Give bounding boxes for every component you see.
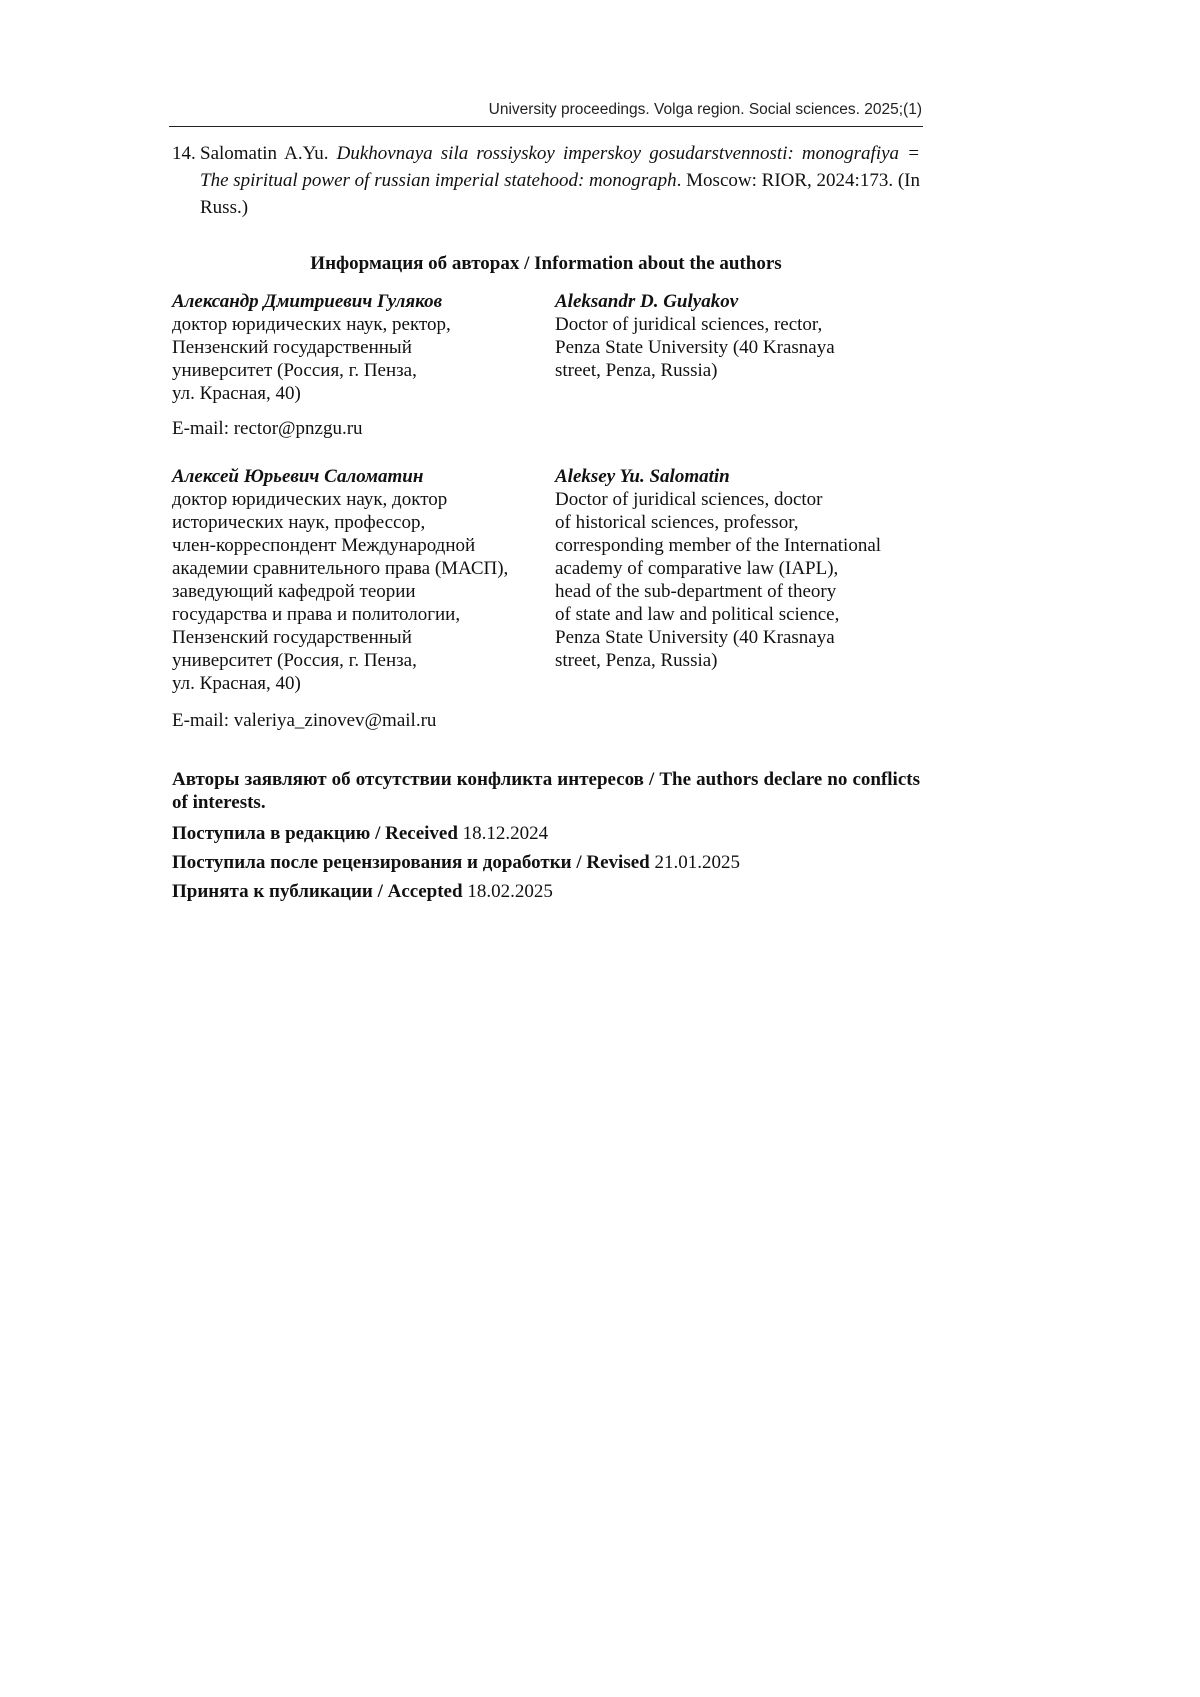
- author-2-email: E-mail: valeriya_zinovev@mail.ru: [172, 710, 437, 731]
- author-2-ru-line: доктор юридических наук, доктор: [172, 489, 448, 510]
- author-1-en-line: Penza State University (40 Krasnaya: [555, 337, 835, 358]
- author-1-ru-line: университет (Россия, г. Пенза,: [172, 360, 417, 381]
- reference-body: [200, 140, 920, 221]
- author-2-en-line: head of the sub-department of theory: [555, 581, 837, 602]
- reference-title: Dukhovnaya sila rossiyskoy imperskoy gosudarstvennosti: monografiya = The spiritual power of russian imperial statehood: monograph: [200, 143, 920, 191]
- author-2-ru: [172, 465, 547, 695]
- author-2-ru-line: университет (Россия, г. Пенза,: [172, 650, 417, 671]
- author-2-ru-line: член-корреспондент Международной: [172, 535, 476, 556]
- author-2-name-en: Aleksey Yu. Salomatin: [555, 466, 730, 487]
- accepted-date: 18.02.2025: [467, 881, 553, 902]
- revised-line: [172, 852, 740, 874]
- author-2-en-line: street, Penza, Russia): [555, 650, 718, 671]
- author-2-en-line: academy of comparative law (IAPL),: [555, 558, 839, 579]
- author-2-en-line: of state and law and political science,: [555, 604, 840, 625]
- received-label: Поступила в редакцию / Received: [172, 823, 458, 844]
- author-1-ru-line: ул. Красная, 40): [172, 383, 301, 404]
- author-2-ru-line: академии сравнительного права (МАСП),: [172, 558, 509, 579]
- reference-tail: . Moscow: RIOR, 2024:173. (In Russ.): [200, 170, 920, 218]
- author-1-ru-line: доктор юридических наук, ректор,: [172, 314, 451, 335]
- author-1-en: [555, 290, 922, 382]
- author-2-ru-line: ул. Красная, 40): [172, 673, 301, 694]
- author-2-en-line: corresponding member of the International: [555, 535, 882, 556]
- accepted-line: [172, 881, 553, 903]
- author-2-ru-line: исторических наук, профессор,: [172, 512, 426, 533]
- author-2-ru-line: Пензенский государственный: [172, 627, 412, 648]
- author-2-en-line: Doctor of juridical sciences, doctor: [555, 489, 823, 510]
- revised-label: Поступила после рецензирования и доработки / Revised: [172, 852, 650, 873]
- author-1-en-line: Doctor of juridical sciences, rector,: [555, 314, 823, 335]
- author-2-en: [555, 465, 922, 672]
- reference-item: [172, 140, 920, 221]
- author-2-ru-line: государства и права и политологии,: [172, 604, 461, 625]
- author-1-ru: [172, 290, 547, 405]
- reference-authors: Salomatin A.Yu.: [200, 143, 329, 164]
- header-rule: [169, 126, 923, 127]
- accepted-label: Принята к публикации / Accepted: [172, 881, 463, 902]
- author-2-ru-line: заведующий кафедрой теории: [172, 581, 416, 602]
- received-date: 18.12.2024: [462, 823, 549, 844]
- running-header: University proceedings. Volga region. Social sciences. 2025;(1): [488, 101, 922, 118]
- author-1-name-en: Aleksandr D. Gulyakov: [555, 291, 739, 312]
- reference-number: 14.: [172, 143, 196, 164]
- author-2-en-line: Penza State University (40 Krasnaya: [555, 627, 835, 648]
- conflict-declaration: Авторы заявляют об отсутствии конфликта интересов / The authors declare no conflicts of interests.: [172, 769, 920, 813]
- author-1-en-line: street, Penza, Russia): [555, 360, 718, 381]
- author-2-name-ru: Алексей Юрьевич Саломатин: [172, 466, 424, 487]
- author-1-name-ru: Александр Дмитриевич Гуляков: [172, 291, 443, 312]
- author-2-en-line: of historical sciences, professor,: [555, 512, 799, 533]
- author-1-email: E-mail: rector@pnzgu.ru: [172, 418, 363, 439]
- section-title: Информация об авторах / Information about the authors: [310, 253, 782, 274]
- received-line: [172, 823, 548, 845]
- author-1-ru-line: Пензенский государственный: [172, 337, 412, 358]
- revised-date: 21.01.2025: [654, 852, 740, 873]
